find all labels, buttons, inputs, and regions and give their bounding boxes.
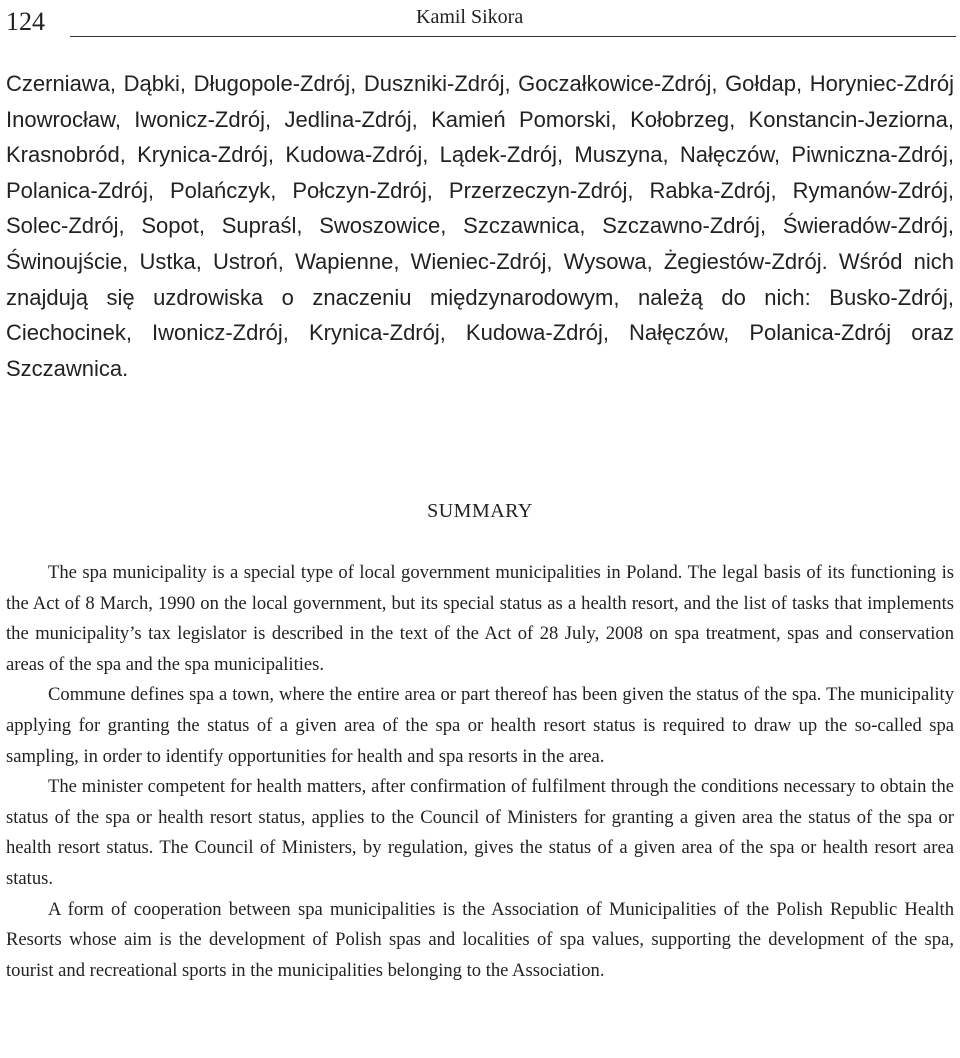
summary-heading: SUMMARY: [427, 500, 533, 522]
summary-paragraph: The spa municipality is a special type of local government municipalities in Poland. The legal basis of its functioning is the Act of 8 March, 1990 on the local government, but its special status as a health resort, and the list of tasks that implements the municipality’s tax legislator is described in the text of the Act of 28 July, 2008 on spa treatment, spas and conservation areas of the spa and the spa municipalities.: [6, 562, 954, 675]
summary-section: [6, 558, 954, 986]
body-paragraph: Czerniawa, Dąbki, Długopole-Zdrój, Duszniki-Zdrój, Goczałkowice-Zdrój, Gołdap, Horyniec-Zdrój Inowrocław, Iwonicz-Zdrój, Jedlina-Zdrój, Kamień Pomorski, Kołobrzeg, Konstancin-Jeziorna, Krasnobród, Krynica-Zdrój, Kudowa-Zdrój, Lądek-Zdrój, Muszyna, Nałęczów, Piwniczna-Zdrój, Polanica-Zdrój, Polańczyk, Połczyn-Zdrój, Przerzeczyn-Zdrój, Rabka-Zdrój, Rymanów-Zdrój, Solec-Zdrój, Sopot, Supraśl, Swoszowice, Szczawnica, Szczawno-Zdrój, Świeradów-Zdrój, Świnoujście, Ustka, Ustroń, Wapienne, Wieniec-Zdrój, Wysowa, Żegiestów-Zdrój. Wśród nich znajdują się uzdrowiska o znaczeniu międzynarodowym, należą do nich: Busko-Zdrój, Ciechocinek, Iwonicz-Zdrój, Krynica-Zdrój, Kudowa-Zdrój, Nałęczów, Polanica-Zdrój oraz Szczawnica.: [6, 71, 954, 381]
summary-paragraph: The minister competent for health matters, after confirmation of fulfilment through the conditions necessary to obtain the status of the spa or health resort status, applies to the Council of Ministers for granting a given area the status of the spa or health resort status. The Council of Ministers, by regulation, gives the status of a given area of the spa or health resort area status.: [6, 776, 954, 889]
page-number: 124: [6, 7, 45, 36]
summary-paragraph: A form of cooperation between spa municipalities is the Association of Municipalities of the Polish Republic Health Resorts whose aim is the development of Polish spas and localities of spa values, supporting the development of the spa, tourist and recreational sports in the municipalities belonging to the Association.: [6, 898, 954, 981]
summary-paragraph: Commune defines spa a town, where the entire area or part thereof has been given the status of the spa. The municipality applying for granting the status of a given area of the spa or health resort status is required to draw up the so-called spa sampling, in order to identify opportunities for health and spa resorts in the area.: [6, 684, 954, 767]
running-head-author: Kamil Sikora: [416, 6, 524, 28]
header-rule: [70, 36, 956, 37]
page-header: [6, 4, 956, 40]
